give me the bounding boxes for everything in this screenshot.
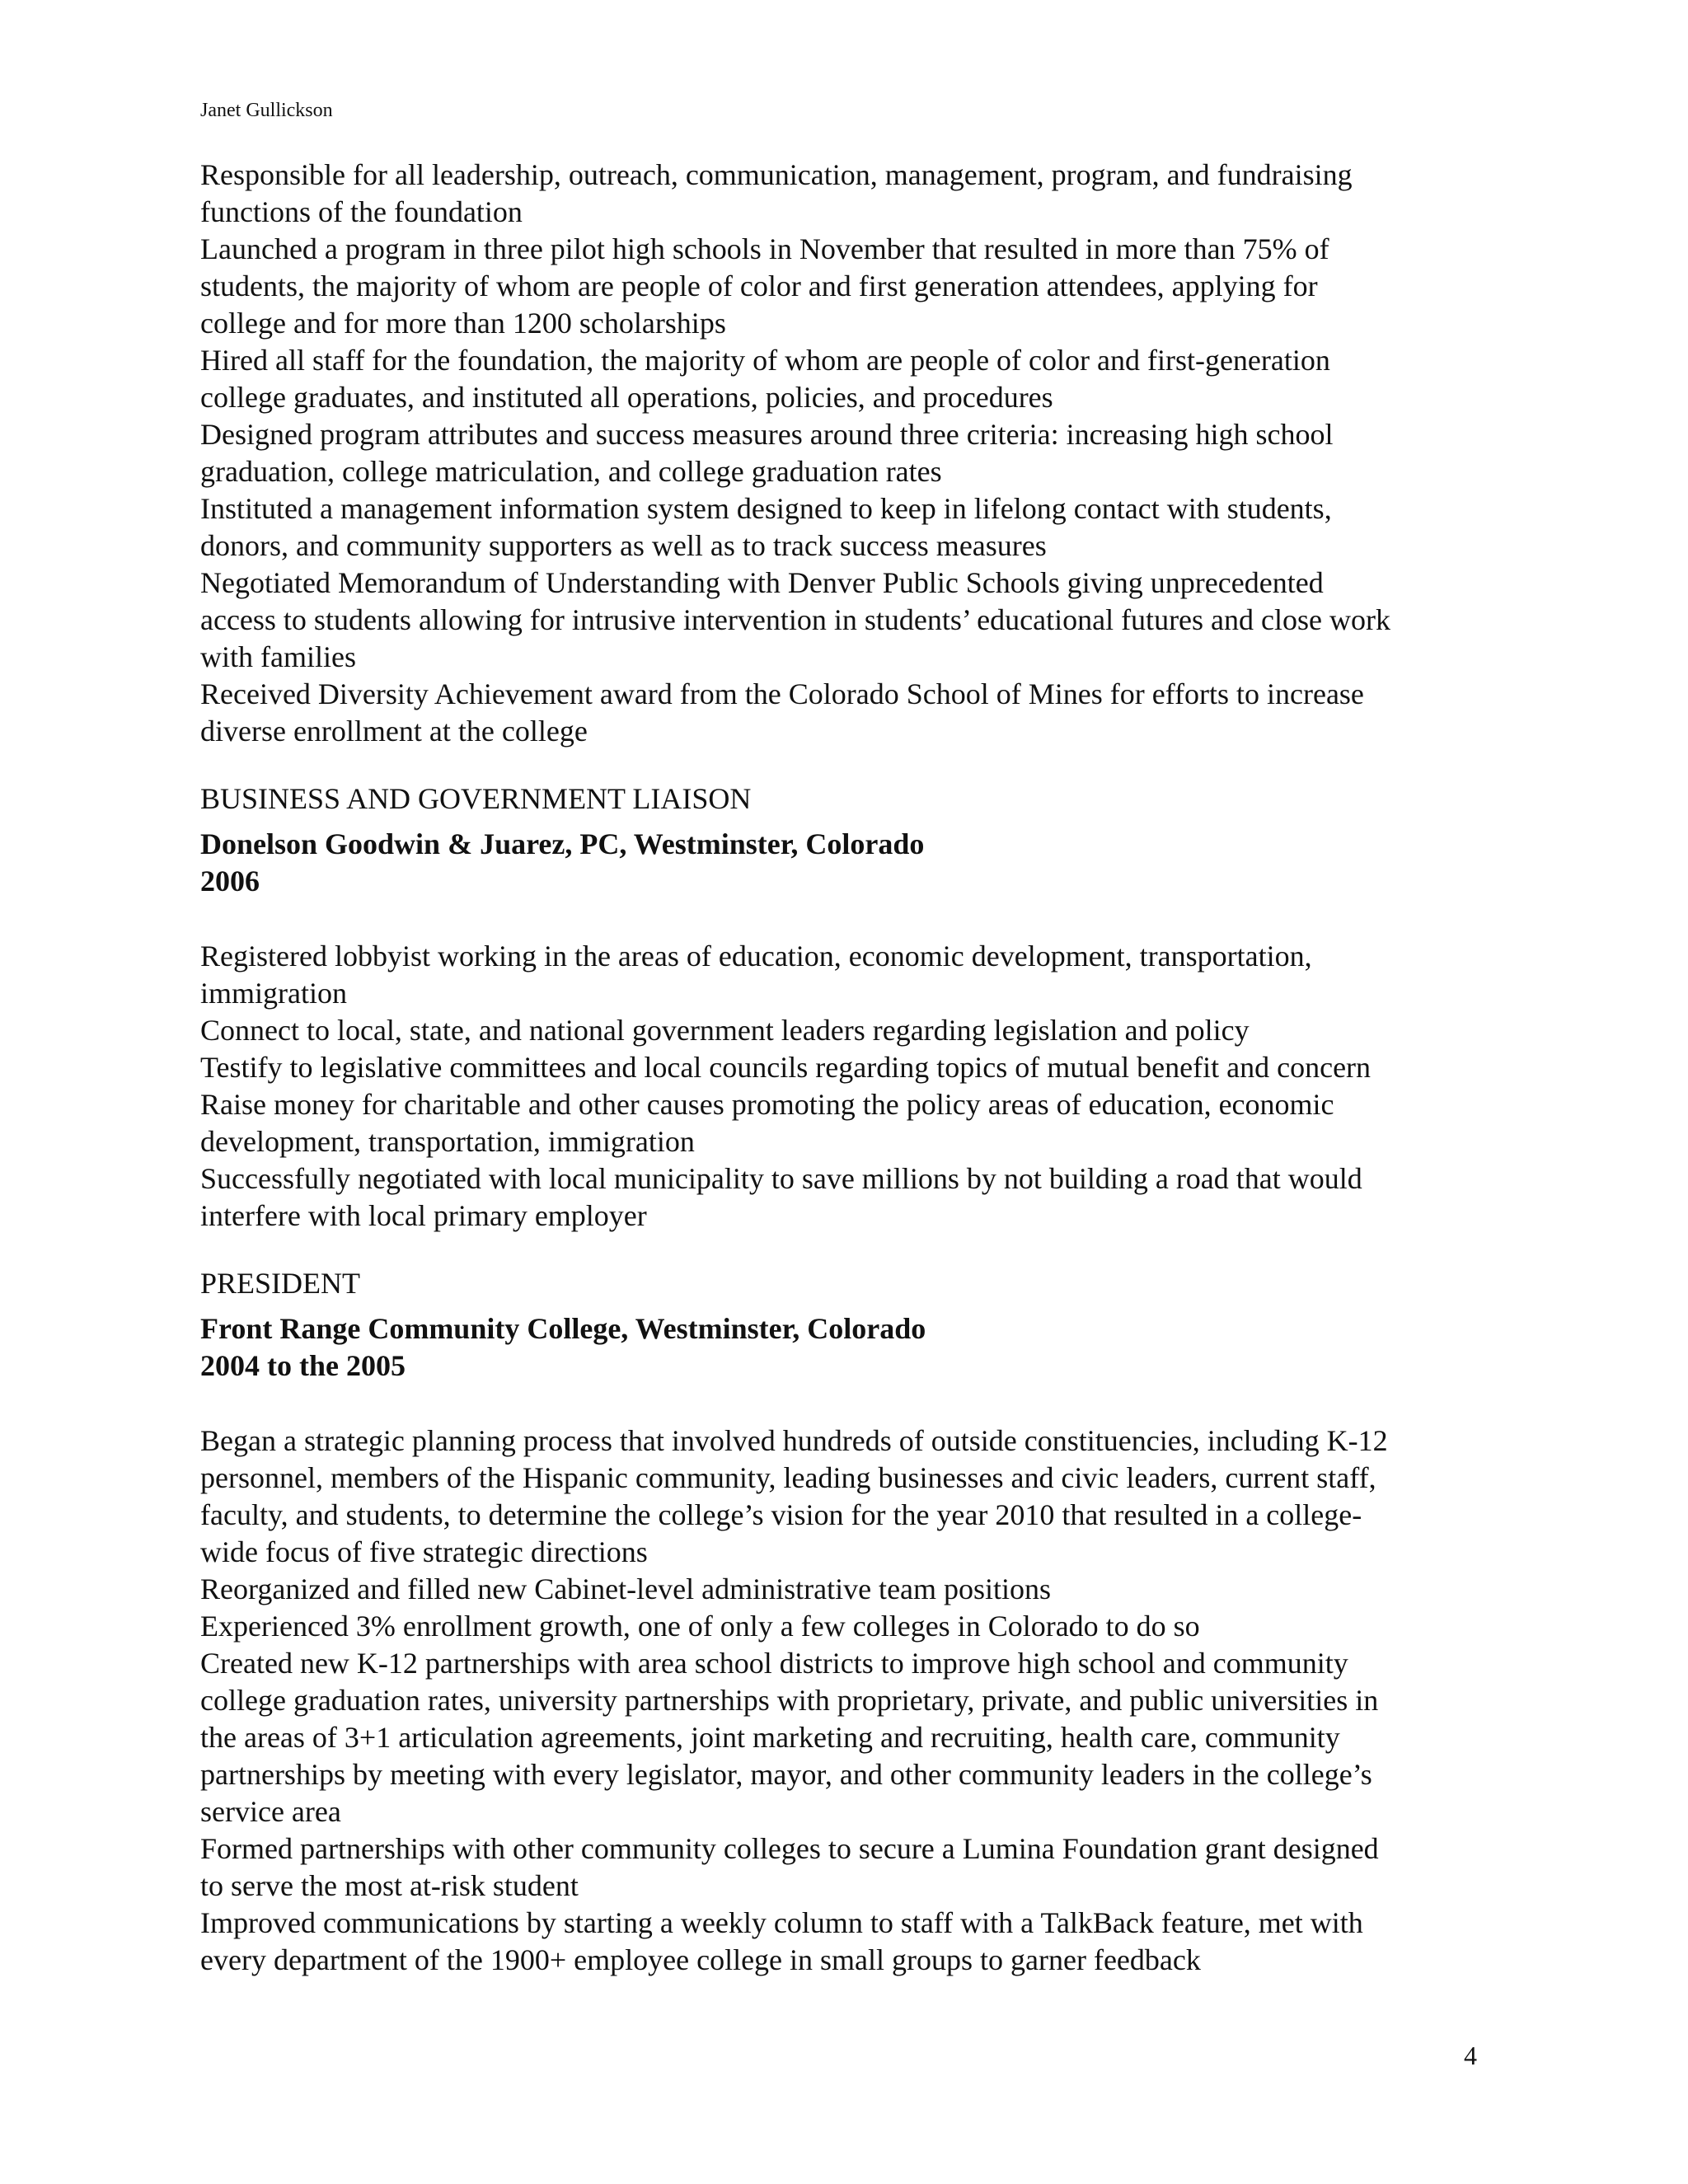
body-line: interfere with local primary employer [200, 1199, 647, 1232]
body-line: partnerships by meeting with every legislator, mayor, and other community leaders in the college’s [200, 1758, 1372, 1791]
body-line: Reorganized and filled new Cabinet-level administrative team positions [200, 1572, 1052, 1605]
body-line: Hired all staff for the foundation, the majority of whom are people of color and first-generation [200, 344, 1330, 377]
spacer [200, 1385, 1486, 1422]
body-line: to serve the most at-risk student [200, 1869, 579, 1902]
section-president [200, 1265, 1486, 1979]
body-line: personnel, members of the Hispanic community, leading businesses and civic leaders, current staff, [200, 1461, 1376, 1494]
body-line: Registered lobbyist working in the areas of education, economic development, transportation, [200, 940, 1312, 972]
body-line: Launched a program in three pilot high schools in November that resulted in more than 75% of [200, 232, 1329, 265]
section-title: BUSINESS AND GOVERNMENT LIAISON [200, 782, 752, 815]
spacer [200, 750, 1486, 780]
spacer [200, 1302, 1486, 1310]
body-line: Designed program attributes and success measures around three criteria: increasing high school [200, 418, 1334, 451]
body-line: with families [200, 640, 356, 673]
employment-dates: 2004 to the 2005 [200, 1349, 406, 1382]
body-line: Connect to local, state, and national government leaders regarding legislation and policy [200, 1014, 1250, 1047]
page-number: 4 [1464, 2041, 1477, 2070]
body-line: Instituted a management information system designed to keep in lifelong contact with students, [200, 492, 1332, 525]
body-line: donors, and community supporters as well as to track success measures [200, 529, 1047, 562]
body-line: functions of the foundation [200, 195, 523, 228]
spacer [200, 900, 1486, 938]
body-line: Began a strategic planning process that involved hundreds of outside constituencies, including K-12 [200, 1424, 1388, 1457]
body-line: diverse enrollment at the college [200, 715, 588, 748]
page-content [200, 157, 1486, 1979]
body-line: college graduates, and instituted all operations, policies, and procedures [200, 381, 1053, 414]
body-line: Experienced 3% enrollment growth, one of only a few colleges in Colorado to do so [200, 1610, 1200, 1643]
body-line: immigration [200, 977, 347, 1010]
body-line: Received Diversity Achievement award from the Colorado School of Mines for efforts to increase [200, 677, 1364, 710]
section-business-liaison [200, 780, 1486, 1235]
employment-dates: 2006 [200, 865, 260, 898]
intro-block [200, 157, 1486, 750]
body-line: Raise money for charitable and other causes promoting the policy areas of education, economic [200, 1088, 1334, 1121]
body-line: service area [200, 1795, 341, 1828]
body-line: Testify to legislative committees and local councils regarding topics of mutual benefit and concern [200, 1051, 1372, 1084]
body-line: development, transportation, immigration [200, 1125, 695, 1158]
body-line: faculty, and students, to determine the college’s vision for the year 2010 that resulted in a college- [200, 1498, 1362, 1531]
body-line: graduation, college matriculation, and college graduation rates [200, 455, 942, 488]
body-line: the areas of 3+1 articulation agreements, joint marketing and recruiting, health care, community [200, 1721, 1340, 1754]
body-line: access to students allowing for intrusive intervention in students’ educational futures and close work [200, 603, 1390, 636]
employer-name: Donelson Goodwin & Juarez, PC, Westminster, Colorado [200, 827, 925, 860]
spacer [200, 1235, 1486, 1265]
body-line: Successfully negotiated with local municipality to save millions by not building a road that would [200, 1162, 1362, 1195]
body-line: Formed partnerships with other community colleges to secure a Lumina Foundation grant designed [200, 1832, 1379, 1865]
spacer [200, 818, 1486, 826]
body-line: every department of the 1900+ employee college in small groups to garner feedback [200, 1943, 1201, 1976]
body-line: Responsible for all leadership, outreach, communication, management, program, and fundraising [200, 158, 1353, 191]
body-line: college and for more than 1200 scholarships [200, 307, 726, 340]
body-line: Negotiated Memorandum of Understanding with Denver Public Schools giving unprecedented [200, 566, 1324, 599]
body-line: Created new K-12 partnerships with area school districts to improve high school and community [200, 1647, 1348, 1680]
section-title: PRESIDENT [200, 1267, 361, 1300]
body-line: students, the majority of whom are people of color and first generation attendees, applying for [200, 269, 1318, 302]
body-line: Improved communications by starting a weekly column to staff with a TalkBack feature, met with [200, 1906, 1363, 1939]
employer-name: Front Range Community College, Westminster, Colorado [200, 1312, 926, 1345]
body-line: wide focus of five strategic directions [200, 1535, 648, 1568]
running-header-name: Janet Gullickson [200, 100, 333, 121]
body-line: college graduation rates, university partnerships with proprietary, private, and public universities in [200, 1684, 1379, 1717]
